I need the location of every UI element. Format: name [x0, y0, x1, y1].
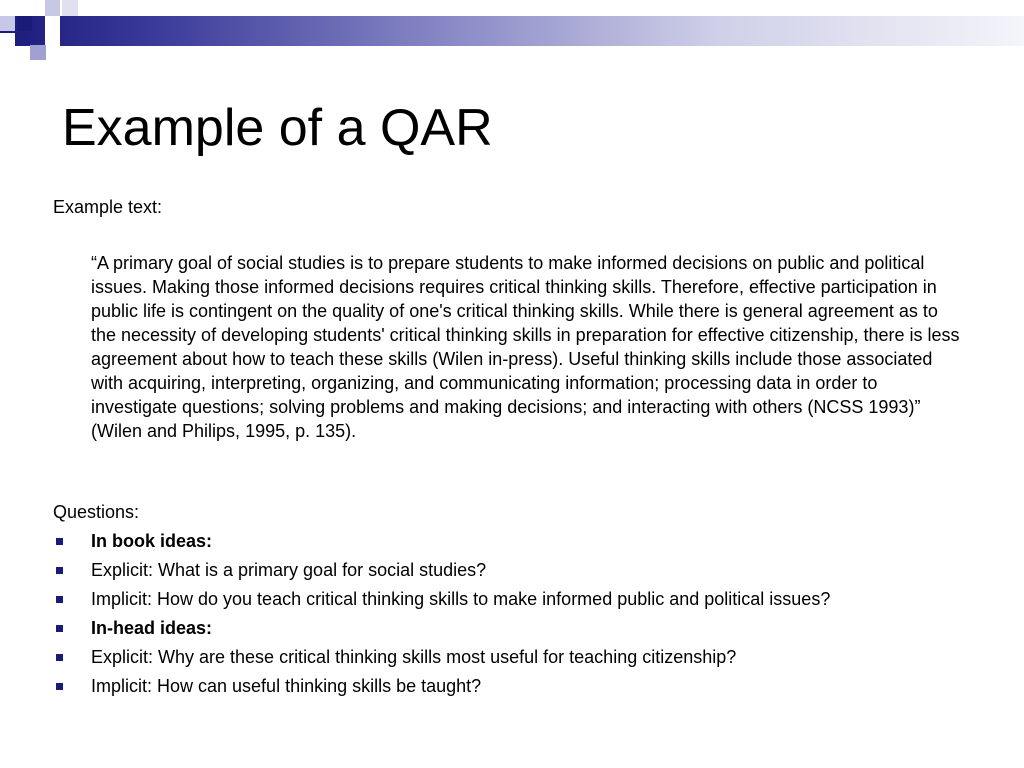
- square-bullet-icon: [56, 683, 63, 690]
- question-item: [53, 528, 993, 557]
- question-text: Explicit: Why are these critical thinking skills most useful for teaching citizenship?: [91, 647, 737, 667]
- square-bullet-icon: [56, 538, 63, 545]
- corner-square: [0, 33, 15, 46]
- question-text: In book ideas:: [91, 531, 213, 551]
- question-item: [53, 586, 993, 615]
- corner-square: [45, 16, 60, 46]
- header-band: [0, 16, 1024, 46]
- square-bullet-icon: [56, 596, 63, 603]
- questions-list: [53, 528, 993, 702]
- corner-square: [30, 45, 46, 60]
- question-text: Implicit: How can useful thinking skills be taught?: [91, 676, 482, 696]
- corner-square: [0, 16, 15, 31]
- question-text: Explicit: What is a primary goal for social studies?: [91, 560, 487, 580]
- slide-title: Example of a QAR: [62, 99, 493, 157]
- question-item: [53, 557, 993, 586]
- question-text: Implicit: How do you teach critical thinking skills to make informed public and political issues?: [91, 589, 831, 609]
- quote-paragraph: “A primary goal of social studies is to prepare students to make informed decisions on public and political issues. Making those informed decisions requires critical thinking skills. Therefore, effective participation in public life is contingent on the quality of one's critical thinking skills. While there is general agreement as to the necessity of developing students' critical thinking skills in preparation for effective citizenship, there is less agreement about how to teach these skills (Wilen in-press). Useful thinking skills include those associated with acquiring, interpreting, organizing, and communicating information; processing data in order to investigate questions; solving problems and making decisions; and interacting with others (NCSS 1993)” (Wilen and Philips, 1995, p. 135).: [91, 253, 960, 441]
- question-text: In-head ideas:: [91, 618, 213, 638]
- corner-square: [62, 0, 78, 16]
- example-text-label: Example text:: [53, 197, 163, 217]
- square-bullet-icon: [56, 567, 63, 574]
- question-item: [53, 673, 993, 702]
- corner-square: [45, 0, 60, 16]
- questions-label: Questions:: [53, 502, 140, 522]
- square-bullet-icon: [56, 625, 63, 632]
- corner-square: [17, 0, 32, 16]
- question-item: [53, 615, 993, 644]
- square-bullet-icon: [56, 654, 63, 661]
- question-item: [53, 644, 993, 673]
- corner-square: [17, 16, 32, 31]
